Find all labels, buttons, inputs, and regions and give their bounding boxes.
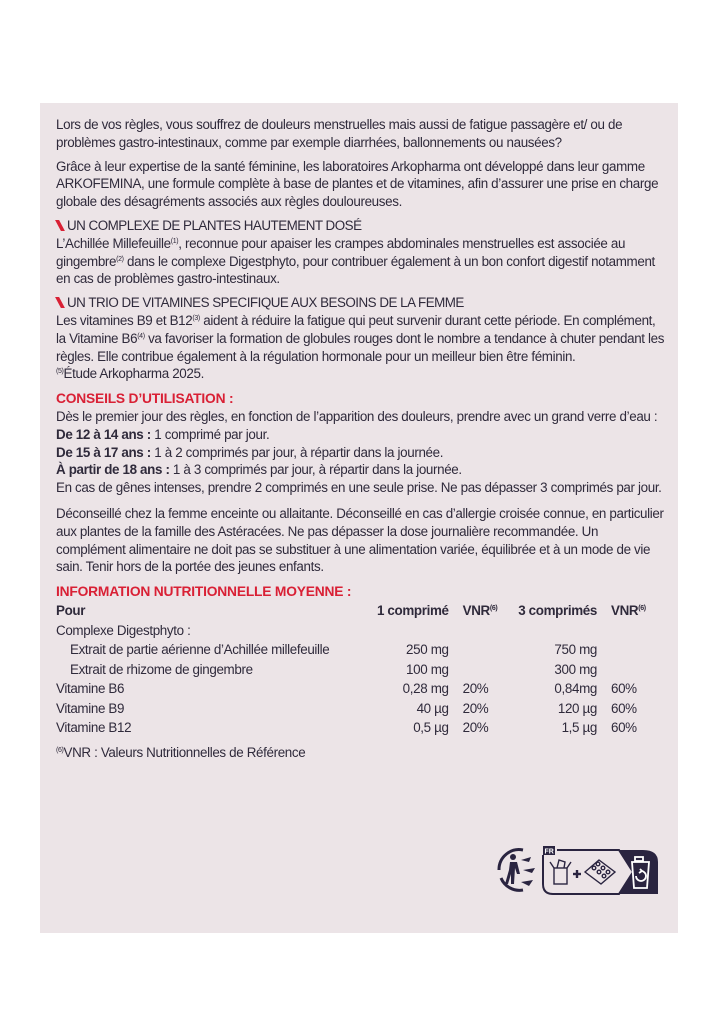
- vitamins-section-heading: UN TRIO DE VITAMINES SPECIFIQUE AUX BESOINS DE LA FEMME: [56, 294, 666, 312]
- plants-section-heading: UN COMPLEXE DE PLANTES HAUTEMENT DOSÉ: [56, 217, 666, 235]
- nutrition-header-row: [56, 601, 658, 621]
- header-three-tablets: 3 comprimés: [518, 602, 597, 618]
- vnr-footnote: $^{(6)}$VNR : Valeurs Nutritionnelles de Référence: [56, 745, 306, 761]
- usage-dose-15-17: De 15 à 17 ans : 1 à 2 comprimés par jour, à répartir dans la journée.: [56, 444, 444, 460]
- nutrition-heading: INFORMATION NUTRITIONNELLE MOYENNE :: [56, 584, 352, 600]
- intro-paragraph-1: Lors de vos règles, vous souffrez de douleurs menstruelles mais aussi de fatigue passagère et/ ou de problèmes gastro-intestinaux, comme par exemple diarrhées, ballonnements ou nausées?: [56, 117, 623, 150]
- plants-section-text: L’Achillée Millefeuille$^{(1)}$, reconnue pour apaiser les crampes abdominales menstruelles est associée au gingembre$^{(2)}$ dans le complexe Digestphyto, pour contribuer également à un bon confort digestif notamment en cas de problèmes gastro-intestinaux.: [56, 235, 655, 287]
- group-label: Complexe Digestphyto :: [56, 622, 191, 638]
- recycling-info: [493, 840, 661, 900]
- leaflet-content: [56, 116, 666, 762]
- header-vnr-one: VNR$^{(6)}$: [462, 602, 498, 618]
- usage-heading: CONSEILS D’UTILISATION :: [56, 391, 234, 407]
- product-leaflet-panel: [40, 103, 678, 933]
- carton-box-icon: [550, 860, 571, 884]
- red-slash-marker-icon: [55, 297, 65, 308]
- plus-icon: [573, 870, 581, 878]
- table-row: Vitamine B12 0,5 µg 20% 1,5 µg 60%: [56, 720, 637, 736]
- usage-dose-12-14: De 12 à 14 ans : 1 comprimé par jour.: [56, 426, 270, 442]
- usage-intense: En cas de gênes intenses, prendre 2 comprimés en une seule prise. Ne pas dépasser 3 comprimés par jour.: [56, 480, 662, 496]
- svg-text:FR: FR: [544, 848, 554, 856]
- usage-dose-18-plus: À partir de 18 ans : 1 à 3 comprimés par jour, à répartir dans la journée.: [56, 462, 462, 478]
- table-row: Vitamine B9 40 µg 20% 120 µg 60%: [56, 700, 637, 716]
- blister-pack-icon: [585, 860, 615, 884]
- triman-icon: [499, 850, 535, 891]
- header-pour: Pour: [56, 602, 86, 618]
- nutrition-group-row: [56, 621, 658, 641]
- red-slash-marker-icon: [55, 220, 65, 231]
- table-row: Vitamine B6 0,28 mg 20% 0,84mg 60%: [56, 681, 637, 697]
- usage-intro: Dès le premier jour des règles, en fonction de l’apparition des douleurs, prendre avec un grand verre d’eau :: [56, 408, 658, 424]
- vitamins-study-note: $^{(5)}$Étude Arkopharma 2025.: [56, 366, 204, 382]
- vitamins-section-text: Les vitamines B9 et B12$^{(3)}$ aident à réduire la fatigue qui peut survenir durant cette période. En complément, la Vitamine B6$^{(4)}$ va favoriser la formation de globules rouges dont le nombre a tendance à chuter pendant les règles. Elle contribue également à la régulation hormonale pour un meilleur bien être féminin.: [56, 312, 665, 364]
- table-row: Extrait de partie aérienne d’Achillée millefeuille 250 mg 750 mg: [70, 642, 597, 658]
- table-row: Extrait de rhizome de gingembre 100 mg 300 mg: [70, 661, 597, 677]
- header-vnr-three: VNR$^{(6)}$: [610, 602, 646, 618]
- warning-text: Déconseillé chez la femme enceinte ou allaitante. Déconseillé en cas d’allergie croisée connue, en particulier aux plantes de la famille des Astéracées. Ne pas dépasser la dose journalière recommandée. Un complément alimentaire ne doit pas se substituer à une alimentation variée, équilibrée et à un mode de vie sain. Tenir hors de la portée des jeunes enfants.: [56, 505, 664, 575]
- nutrition-table: [56, 601, 658, 738]
- header-one-tablet: 1 comprimé: [376, 602, 449, 618]
- intro-paragraph-2: Grâce à leur expertise de la santé féminine, les laboratoires Arkopharma ont développé dans leur gamme ARKOFEMINA, une formule complète à base de plantes et de vitamines, afin d’assurer une prise en charge globale des désagréments associés aux règles douloureuses.: [56, 158, 659, 210]
